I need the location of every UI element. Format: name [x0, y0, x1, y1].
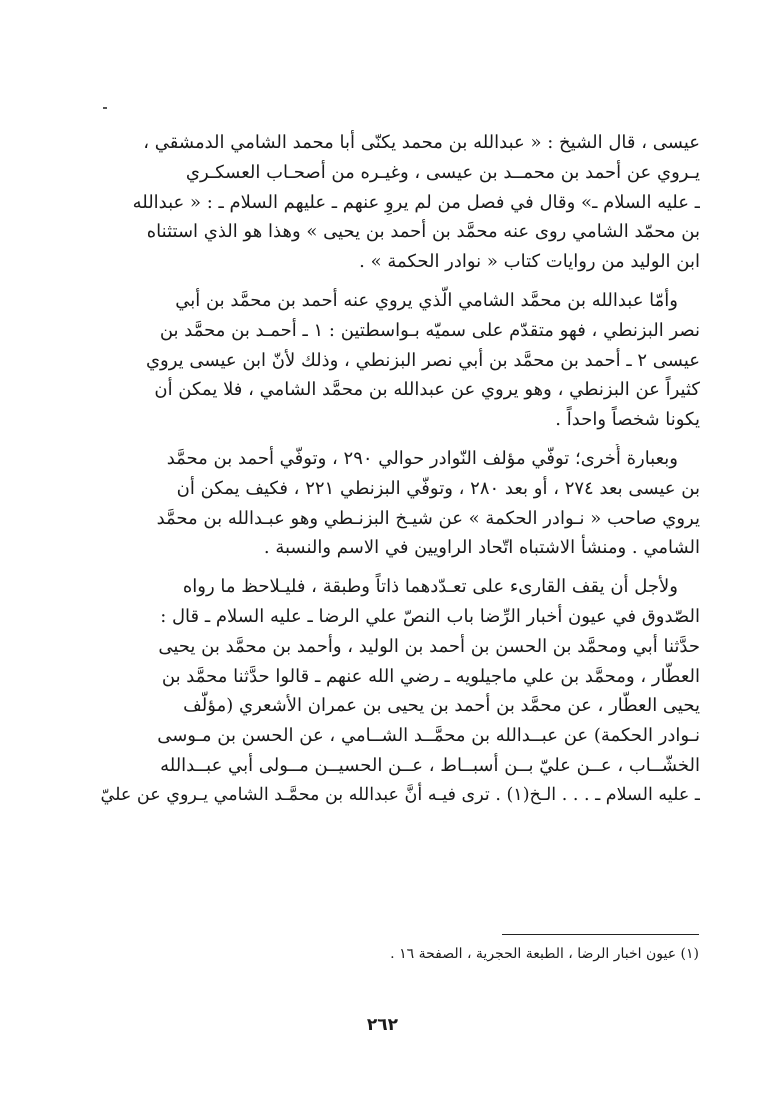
text-line: عيسى ٢ ـ أحمد بن محمَّد بن أبي نصر البزنطي ، وذلك لأنّ ابن عيسى يروي	[145, 349, 700, 371]
text-line: العطّار ، ومحمَّد بن علي ماجيلويه ـ رضي الله عنهم ـ قالوا حدَّثنا محمَّد بن	[161, 665, 700, 687]
text-line: بن عيسى بعد ٢٧٤ ، أو بعد ٢٨٠ ، وتوفّي البزنطي ٢٢١ ، فكيف يمكن أن	[176, 477, 700, 499]
text-line: يحيى العطّار ، عن محمَّد بن أحمد بن يحيى بن عمران الأشعري (مؤلّف	[183, 695, 700, 717]
text-line: يروي صاحب « نـوادر الحكمة » عن شيـخ البزنـطي وهو عبـدالله بن محمَّد	[156, 507, 700, 529]
text-line: بن محمّد الشامي روى عنه محمَّد بن أحمد بن يحيى » وهذا هو الذي استثناه	[146, 221, 700, 243]
text-line: وبعبارة أُخرى؛ توفّي مؤلف النّوادر حوالي ٢٩٠ ، وتوفّي أحمد بن محمَّد	[166, 447, 678, 469]
text-line: ولأجل أن يقف القارىء على تعـدّدهما ذاتاً وطبقة ، فليـلاحظ ما رواه	[182, 576, 678, 598]
paragraph-2	[100, 286, 700, 435]
text-line: الخشّــاب ، عــن عليّ بــن أسبــاط ، عــن الحسيــن مــولى أبي عبــدالله	[160, 754, 700, 776]
body-text	[100, 128, 700, 811]
paragraph-1	[100, 128, 700, 277]
text-line: ـ عليه السلام ـ . . . الـخ(١) . ترى فيـه أنَّ عبدالله بن محمَّـد الشامي يـروي عن عليّ	[100, 784, 700, 805]
text-line: وأمّا عبدالله بن محمَّد الشامي الّذي يروي عنه أحمد بن محمَّد بن أبي	[175, 289, 678, 311]
text-line: يـروي عن أحمد بن محمــد بن عيسى ، وغيـره من أصحـاب العسكـري	[185, 161, 700, 183]
text-line: كثيراً عن البزنطي ، وهو يروي عن عبدالله بن محمَّد الشامي ، فلا يمكن أن	[154, 379, 700, 401]
text-line: نصر البزنطي ، فهو متقدّم على سميّه بـواسطتين : ١ ـ أحمـد بن محمَّد بن	[159, 319, 700, 341]
text-line: الشامي . ومنشأ الاشتباه اتّحاد الراويين في الاسم والنسبة .	[263, 537, 700, 559]
text-line: عيسى ، قال الشيخ : « عبدالله بن محمد يكنّى أبا محمد الشامي الدمشقي ،	[143, 132, 700, 153]
paragraph-4	[100, 572, 700, 810]
footnote: (١) عيون اخبار الرضا ، الطبعة الحجرية ، الصفحة ١٦ .	[390, 946, 699, 962]
text-line: الصّدوق في عيون أخبار الرِّضا باب النصّ علي الرضا ـ عليه السلام ـ قال :	[160, 605, 700, 627]
text-line: يكونا شخصاً واحداً .	[555, 409, 700, 431]
footnote-divider	[502, 934, 699, 935]
text-line: حدَّثنا أبي ومحمَّد بن الحسن بن أحمد بن الوليد ، وأحمد بن محمَّد بن يحيى	[158, 635, 700, 657]
text-line: نـوادر الحكمة) عن عبــدالله بن محمَّــد الشــامي ، عن الحسن بن مـوسى	[157, 725, 700, 747]
text-line: ـ عليه السلام ـ» وقال في فصل من لم يروِ عنهم ـ عليهم السلام ـ : « عبدالله	[132, 191, 700, 213]
page-number: ٢٦٢	[366, 1015, 399, 1035]
text-line: ابن الوليد من روايات كتاب « نوادر الحكمة » .	[359, 251, 700, 273]
scan-mark	[103, 107, 107, 109]
paragraph-3	[100, 444, 700, 563]
